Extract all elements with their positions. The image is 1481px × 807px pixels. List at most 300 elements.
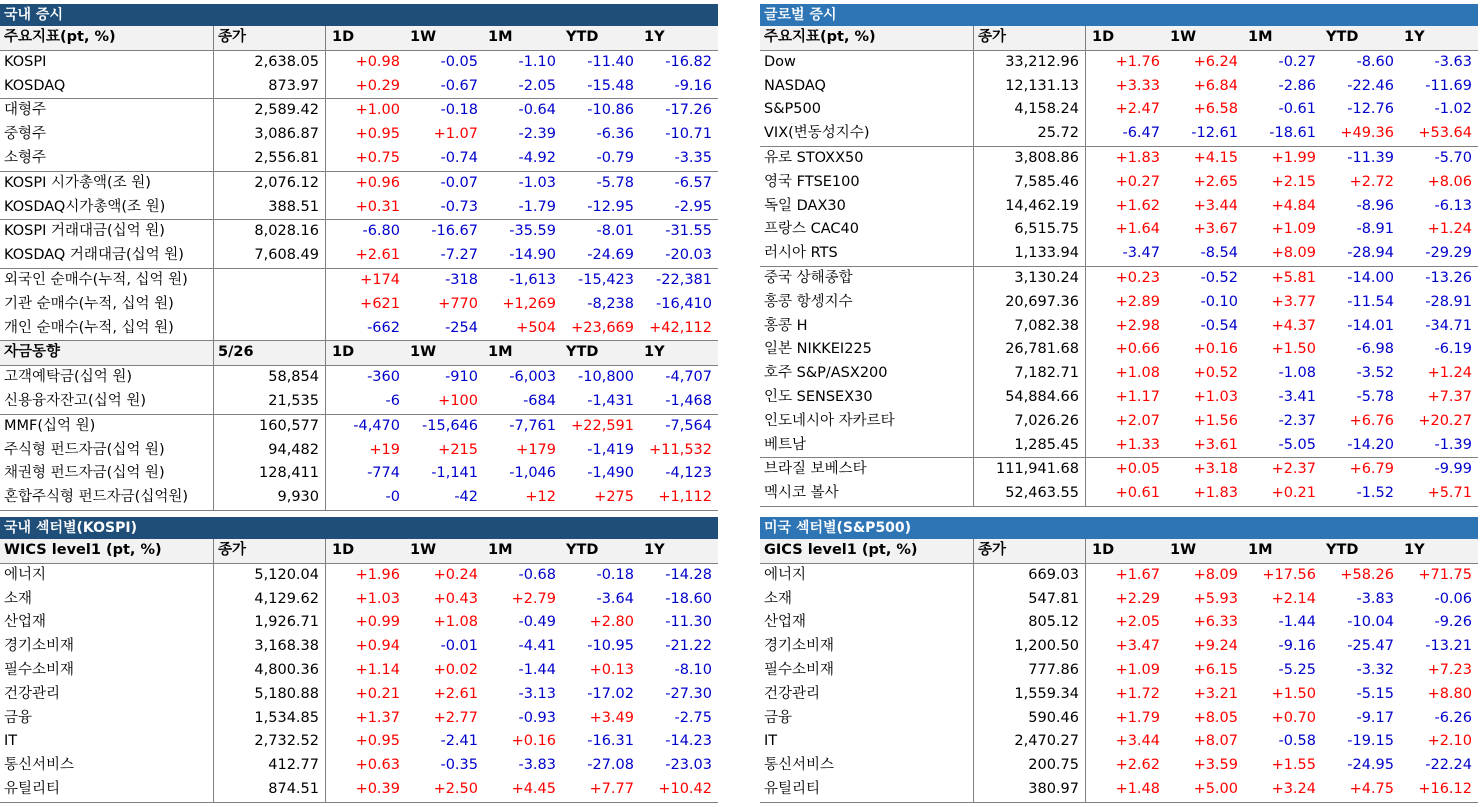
header-label: GICS level1 (pt, %) (760, 539, 974, 563)
close-value: 7,182.71 (974, 362, 1086, 386)
change-value: +2.07 (1115, 412, 1160, 429)
change-value: +2.61 (355, 247, 400, 264)
change-value: -11.54 (1347, 293, 1394, 310)
change-value: -9.17 (1356, 709, 1394, 726)
change-value: +215 (438, 441, 478, 458)
close-value: 3,086.87 (214, 123, 326, 147)
change-value: -14.28 (665, 566, 712, 583)
row-label: 소형주 (0, 147, 214, 171)
table-row (760, 434, 1478, 458)
change-value: +5.71 (1427, 485, 1472, 502)
table-row (760, 588, 1478, 612)
row-label: Dow (760, 51, 974, 75)
close-value (214, 293, 326, 317)
change-value: -6 (385, 392, 400, 409)
change-value: +6.15 (1193, 661, 1238, 678)
change-value: +1.55 (1271, 757, 1316, 774)
header-period: 1W (1170, 542, 1197, 558)
row-label: 통신서비스 (0, 754, 214, 778)
header-close: 종가 (214, 539, 326, 563)
change-value: +1.03 (355, 590, 400, 607)
change-value: +0.95 (355, 733, 400, 750)
row-label: 산업재 (0, 611, 214, 635)
header-close: 종가 (214, 26, 326, 50)
panel-title: 글로벌 증시 (760, 4, 1478, 26)
close-value: 160,577 (214, 415, 326, 439)
change-value: -1.08 (1278, 365, 1316, 382)
change-value: -0.18 (440, 102, 478, 119)
table-row (760, 146, 1478, 171)
change-value: -0.07 (440, 174, 478, 191)
change-value: -2.39 (518, 126, 556, 143)
panel-title: 국내 섹터별(KOSPI) (0, 517, 718, 539)
header-period: 1D (1092, 542, 1115, 558)
change-value: -9.16 (1278, 638, 1316, 655)
table-header (760, 539, 1478, 564)
change-value: -3.32 (1356, 661, 1394, 678)
row-label: KOSDAQ (0, 75, 214, 99)
change-value: +0.39 (355, 780, 400, 797)
row-label: 프랑스 CAC40 (760, 218, 974, 242)
change-value: +0.61 (1115, 485, 1160, 502)
header-period: 1W (410, 344, 437, 361)
change-value: -5.78 (596, 174, 634, 191)
close-value: 52,463.55 (974, 482, 1086, 506)
change-value: -16.67 (431, 223, 478, 240)
change-value: +1.03 (1193, 388, 1238, 405)
panel-title: 국내 증시 (0, 4, 718, 26)
close-value: 7,608.49 (214, 244, 326, 268)
row-label: KOSPI (0, 51, 214, 75)
change-value: -3.41 (1278, 388, 1316, 405)
table-row (760, 683, 1478, 707)
change-value: -3.52 (1356, 365, 1394, 382)
close-value: 20,697.36 (974, 291, 1086, 315)
table-header (0, 539, 718, 564)
change-value: -774 (367, 465, 400, 482)
header-label: WICS level1 (pt, %) (0, 539, 214, 563)
close-value: 669.03 (974, 564, 1086, 588)
change-value: -15.48 (587, 77, 634, 94)
change-value: +7.77 (589, 780, 634, 797)
change-value: -5.70 (1434, 149, 1472, 166)
row-label: KOSPI 거래대금(십억 원) (0, 220, 214, 244)
change-value: +4.37 (1271, 317, 1316, 334)
table-row (760, 98, 1478, 122)
row-label: 통신서비스 (760, 754, 974, 778)
change-value: +7.37 (1427, 388, 1472, 405)
change-value: +49.36 (1340, 125, 1394, 142)
close-value: 7,585.46 (974, 171, 1086, 195)
close-value: 7,082.38 (974, 315, 1086, 339)
change-value: +2.79 (511, 590, 556, 607)
close-value: 1,559.34 (974, 683, 1086, 707)
change-value: -0 (385, 489, 400, 506)
close-value: 94,482 (214, 439, 326, 463)
row-label: S&P500 (760, 98, 974, 122)
change-value: -1.79 (518, 198, 556, 215)
change-value: +2.50 (433, 780, 478, 797)
row-label: VIX(변동성지수) (760, 122, 974, 146)
table-row (0, 754, 718, 778)
change-value: +8.06 (1427, 173, 1472, 190)
change-value: -2.37 (1278, 412, 1316, 429)
header-period: 1W (1170, 29, 1197, 45)
fund-flow-table (0, 341, 718, 511)
change-value: -318 (445, 271, 478, 288)
table-row (0, 244, 718, 268)
close-value: 6,515.75 (974, 218, 1086, 242)
change-value: -1.44 (518, 661, 556, 678)
table-row (0, 317, 718, 342)
table-row (0, 414, 718, 439)
change-value: -22.24 (1425, 757, 1472, 774)
change-value: -1.52 (1356, 485, 1394, 502)
change-value: -9.16 (674, 77, 712, 94)
change-value: +58.26 (1340, 566, 1394, 583)
change-value: +5.00 (1193, 780, 1238, 797)
change-value: -6.13 (1434, 197, 1472, 214)
change-value: -21.22 (665, 638, 712, 655)
change-value: +4.45 (511, 780, 556, 797)
table-row (0, 486, 718, 511)
change-value: -1,141 (431, 465, 478, 482)
close-value (214, 317, 326, 341)
header-period: 1Y (1404, 542, 1425, 558)
change-value: -10,800 (578, 369, 634, 386)
table-row (760, 386, 1478, 410)
header-period: YTD (1326, 542, 1359, 558)
change-value: -11.39 (1347, 149, 1394, 166)
table-row (760, 778, 1478, 803)
table-row (0, 588, 718, 612)
change-value: +2.15 (1271, 173, 1316, 190)
change-value: +0.94 (355, 638, 400, 655)
close-value: 5,180.88 (214, 683, 326, 707)
table-row (760, 51, 1478, 75)
table-row (760, 75, 1478, 99)
change-value: -31.55 (665, 223, 712, 240)
change-value: -0.10 (1200, 293, 1238, 310)
change-value: -27.30 (665, 685, 712, 702)
change-value: +20.27 (1418, 412, 1472, 429)
row-label: 외국인 순매수(누적, 십억 원) (0, 269, 214, 293)
table-row (0, 219, 718, 244)
change-value: +2.29 (1115, 590, 1160, 607)
change-value: -17.26 (665, 102, 712, 119)
change-value: -6.57 (674, 174, 712, 191)
change-value: +8.09 (1271, 245, 1316, 262)
change-value: -28.94 (1347, 245, 1394, 262)
change-value: +3.44 (1193, 197, 1238, 214)
table-row (760, 457, 1478, 482)
header-label: 주요지표(pt, %) (760, 26, 974, 50)
change-value: -12.76 (1347, 101, 1394, 118)
change-value: -14.23 (665, 733, 712, 750)
change-value: -6,003 (509, 369, 556, 386)
row-label: 기관 순매수(누적, 십억 원) (0, 293, 214, 317)
change-value: +2.14 (1271, 590, 1316, 607)
close-value: 2,076.12 (214, 172, 326, 196)
change-value: -16.31 (587, 733, 634, 750)
change-value: -0.01 (440, 638, 478, 655)
table-row (760, 195, 1478, 219)
change-value: +5.81 (1271, 269, 1316, 286)
change-value: -7,761 (509, 417, 556, 434)
change-value: -42 (454, 489, 478, 506)
row-label: 개인 순매수(누적, 십억 원) (0, 317, 214, 341)
change-value: -3.83 (1356, 590, 1394, 607)
close-value: 12,131.13 (974, 75, 1086, 99)
close-value: 8,028.16 (214, 220, 326, 244)
change-value: -910 (445, 369, 478, 386)
change-value: -4.41 (518, 638, 556, 655)
us-sector-panel (760, 517, 1478, 803)
change-value: -6.47 (1122, 125, 1160, 142)
change-value: -10.86 (587, 102, 634, 119)
close-value: 25.72 (974, 122, 1086, 146)
row-label: 유로 STOXX50 (760, 147, 974, 171)
header-period: 1Y (1404, 29, 1425, 45)
change-value: +275 (594, 489, 634, 506)
change-value: -12.61 (1191, 125, 1238, 142)
change-value: -25.47 (1347, 638, 1394, 655)
row-label: IT (0, 730, 214, 754)
change-value: -10.71 (665, 126, 712, 143)
row-label: 경기소비재 (0, 635, 214, 659)
change-value: +3.21 (1193, 685, 1238, 702)
change-value: -20.03 (665, 247, 712, 264)
row-label: 독일 DAX30 (760, 195, 974, 219)
close-value: 2,556.81 (214, 147, 326, 171)
table-row (760, 122, 1478, 146)
row-label: 건강관리 (760, 683, 974, 707)
row-label: 에너지 (0, 564, 214, 588)
change-value: +621 (360, 295, 400, 312)
close-value: 3,130.24 (974, 267, 1086, 291)
global-market-panel (760, 4, 1478, 507)
row-label: MMF(십억 원) (0, 415, 214, 439)
change-value: -0.06 (1434, 590, 1472, 607)
change-value: -14.00 (1347, 269, 1394, 286)
table-row (0, 635, 718, 659)
header-period: 1D (1092, 29, 1115, 45)
table-row (760, 482, 1478, 507)
close-value: 58,854 (214, 366, 326, 390)
change-value: +3.49 (589, 709, 634, 726)
change-value: -9.26 (1434, 614, 1472, 631)
row-label: 혼합주식형 펀드자금(십억원) (0, 486, 214, 510)
change-value: +2.05 (1115, 614, 1160, 631)
table-row (0, 462, 718, 486)
change-value: -1,613 (509, 271, 556, 288)
change-value: -6.26 (1434, 709, 1472, 726)
change-value: +10.42 (658, 780, 712, 797)
change-value: -13.26 (1425, 269, 1472, 286)
change-value: +0.31 (355, 198, 400, 215)
close-value: 873.97 (214, 75, 326, 99)
change-value: +8.80 (1427, 685, 1472, 702)
change-value: -0.64 (518, 102, 556, 119)
table-row (0, 51, 718, 75)
change-value: +504 (516, 319, 556, 336)
change-value: +3.18 (1193, 461, 1238, 478)
change-value: -3.13 (518, 685, 556, 702)
change-value: -6.98 (1356, 341, 1394, 358)
change-value: +0.52 (1193, 365, 1238, 382)
change-value: -12.95 (587, 198, 634, 215)
change-value: -6.36 (596, 126, 634, 143)
header-period: 1D (332, 29, 355, 45)
change-value: +4.75 (1349, 780, 1394, 797)
table-row (760, 754, 1478, 778)
change-value: +2.65 (1193, 173, 1238, 190)
change-value: -8,238 (587, 295, 634, 312)
change-value: -7,564 (665, 417, 712, 434)
header-period: YTD (566, 29, 599, 45)
global-table (760, 26, 1478, 507)
close-value: 54,884.66 (974, 386, 1086, 410)
change-value: -4,470 (353, 417, 400, 434)
table-row (760, 315, 1478, 339)
row-label: 채권형 펀드자금(십억 원) (0, 462, 214, 486)
table-row (0, 268, 718, 293)
change-value: +0.43 (433, 590, 478, 607)
close-value: 33,212.96 (974, 51, 1086, 75)
change-value: +2.80 (589, 614, 634, 631)
close-value: 380.97 (974, 778, 1086, 802)
change-value: -34.71 (1425, 317, 1472, 334)
change-value: -11.69 (1425, 77, 1472, 94)
change-value: +4.84 (1271, 197, 1316, 214)
change-value: +3.59 (1193, 757, 1238, 774)
change-value: +1.62 (1115, 197, 1160, 214)
close-value: 777.86 (974, 659, 1086, 683)
change-value: -0.18 (596, 566, 634, 583)
header-period: 1M (488, 29, 513, 45)
change-value: +0.24 (433, 566, 478, 583)
header-period: 1D (332, 542, 355, 558)
change-value: -1.03 (518, 174, 556, 191)
change-value: -4,123 (665, 465, 712, 482)
change-value: -0.73 (440, 198, 478, 215)
change-value: +1.24 (1427, 365, 1472, 382)
table-row (0, 683, 718, 707)
change-value: +1.14 (355, 661, 400, 678)
table-row (760, 635, 1478, 659)
change-value: +1.17 (1115, 388, 1160, 405)
row-label: 유틸리티 (0, 778, 214, 802)
change-value: +1.64 (1115, 221, 1160, 238)
change-value: -0.68 (518, 566, 556, 583)
change-value: -3.83 (518, 757, 556, 774)
change-value: -28.91 (1425, 293, 1472, 310)
row-label: 주식형 펀드자금(십억 원) (0, 439, 214, 463)
change-value: +53.64 (1418, 125, 1472, 142)
row-label: 소재 (760, 588, 974, 612)
row-label: 호주 S&P/ASX200 (760, 362, 974, 386)
change-value: +5.93 (1193, 590, 1238, 607)
row-label: 산업재 (760, 611, 974, 635)
close-value: 14,462.19 (974, 195, 1086, 219)
change-value: +3.61 (1193, 436, 1238, 453)
change-value: -2.86 (1278, 77, 1316, 94)
change-value: -6.19 (1434, 341, 1472, 358)
table-row (760, 730, 1478, 754)
change-value: -15,646 (422, 417, 478, 434)
row-label: 필수소비재 (760, 659, 974, 683)
change-value: -8.96 (1356, 197, 1394, 214)
row-label: 러시아 RTS (760, 242, 974, 266)
change-value: -8.10 (674, 661, 712, 678)
change-value: -5.05 (1278, 436, 1316, 453)
close-value: 590.46 (974, 707, 1086, 731)
change-value: +0.99 (355, 614, 400, 631)
close-value: 1,534.85 (214, 707, 326, 731)
change-value: +6.24 (1193, 53, 1238, 70)
change-value: +0.70 (1271, 709, 1316, 726)
change-value: -14.90 (509, 247, 556, 264)
table-row (0, 439, 718, 463)
change-value: -35.59 (509, 223, 556, 240)
table-row (760, 171, 1478, 195)
change-value: -3.64 (596, 590, 634, 607)
change-value: +1.99 (1271, 149, 1316, 166)
change-value: +7.23 (1427, 661, 1472, 678)
row-label: 유틸리티 (760, 778, 974, 802)
change-value: -27.08 (587, 757, 634, 774)
change-value: +16.12 (1418, 780, 1472, 797)
table-row (760, 338, 1478, 362)
change-value: +8.09 (1193, 566, 1238, 583)
domestic-table (0, 26, 718, 341)
change-value: -0.52 (1200, 269, 1238, 286)
row-label: 신용융자잔고(십억 원) (0, 390, 214, 414)
change-value: -16.82 (665, 53, 712, 70)
close-value: 3,168.38 (214, 635, 326, 659)
header-close: 5/26 (214, 341, 326, 365)
change-value: -14.20 (1347, 436, 1394, 453)
change-value: +1.76 (1115, 53, 1160, 70)
change-value: +0.27 (1115, 173, 1160, 190)
change-value: -22,381 (656, 271, 712, 288)
change-value: +1.09 (1115, 661, 1160, 678)
close-value: 4,158.24 (974, 98, 1086, 122)
change-value: -1,490 (587, 465, 634, 482)
change-value: -0.05 (440, 53, 478, 70)
change-value: -24.95 (1347, 757, 1394, 774)
table-row (760, 266, 1478, 291)
change-value: -0.49 (518, 614, 556, 631)
change-value: +8.07 (1193, 733, 1238, 750)
change-value: -1.39 (1434, 436, 1472, 453)
change-value: -0.67 (440, 77, 478, 94)
change-value: -18.61 (1269, 125, 1316, 142)
table-row (760, 291, 1478, 315)
change-value: -0.74 (440, 149, 478, 166)
change-value: -1.02 (1434, 101, 1472, 118)
change-value: -10.95 (587, 638, 634, 655)
change-value: +1.96 (355, 566, 400, 583)
header-period: 1D (332, 344, 355, 361)
change-value: +3.33 (1115, 77, 1160, 94)
table-row (760, 410, 1478, 434)
change-value: +1.08 (1115, 365, 1160, 382)
change-value: +174 (360, 271, 400, 288)
change-value: +0.02 (433, 661, 478, 678)
change-value: +0.63 (355, 757, 400, 774)
change-value: -5.78 (1356, 388, 1394, 405)
